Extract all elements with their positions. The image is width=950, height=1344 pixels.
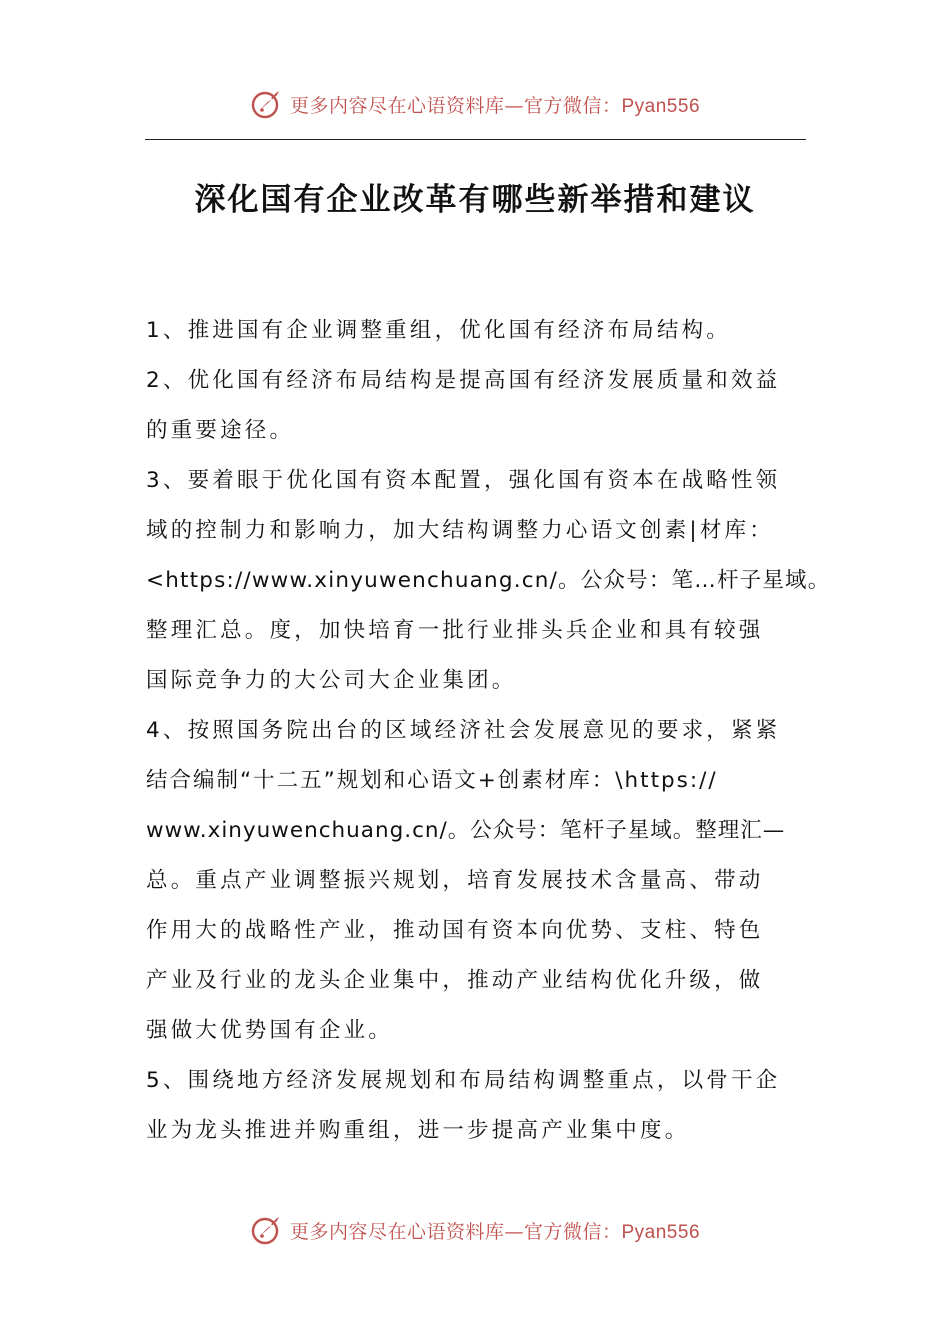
text-line: 总。重点产业调整振兴规划，培育发展技术含量高、带动 [146, 868, 764, 893]
text-line: 强做大优势国有企业。 [146, 1018, 394, 1043]
text-line: www.xinyuwenchuang.cn/。公众号：笔杆子星域。整理汇— [146, 818, 786, 843]
footer-banner-label: 更多内容尽在心语资料库—官方微信： [289, 1220, 622, 1243]
text-line: 的重要途径。 [146, 418, 295, 443]
quill-pen-circle-icon [250, 87, 284, 121]
text-line: <https://www.xinyuwenchuang.cn/。公众号：笔…杆子星域。 [146, 568, 831, 593]
wechat-id: Pyan556 [621, 95, 701, 117]
text-line: 结合编制“十二五”规划和心语文+创素材库：\https:// [146, 768, 718, 793]
text-line: 5、围绕地方经济发展规划和布局结构调整重点，以骨干企 [146, 1068, 781, 1093]
document-body [146, 306, 831, 1156]
text-line: 整理汇总。度，加快培育一批行业排头兵企业和具有较强 [146, 618, 764, 643]
text-line: 域的控制力和影响力，加大结构调整力心语文创素|材库： [146, 518, 774, 543]
page-title: 深化国有企业改革有哪些新举措和建议 [194, 182, 756, 218]
footer-banner [0, 1210, 950, 1250]
quill-pen-circle-icon [250, 1213, 284, 1247]
text-line: 2、优化国有经济布局结构是提高国有经济发展质量和效益 [146, 368, 781, 393]
banner-text [290, 91, 700, 118]
text-line: 业为龙头推进并购重组，进一步提高产业集中度。 [146, 1118, 690, 1143]
text-line: 3、要着眼于优化国有资本配置，强化国有资本在战略性领 [146, 468, 781, 493]
footer-wechat-id: Pyan556 [621, 1221, 701, 1243]
footer-banner-text [290, 1217, 700, 1244]
text-line: 国际竞争力的大公司大企业集团。 [146, 668, 517, 693]
text-line: 作用大的战略性产业，推动国有资本向优势、支柱、特色 [146, 918, 764, 943]
text-line: 1、推进国有企业调整重组，优化国有经济布局结构。 [146, 318, 731, 343]
text-line: 产业及行业的龙头企业集中，推动产业结构优化升级，做 [146, 968, 764, 993]
header-divider [145, 139, 806, 140]
banner-label: 更多内容尽在心语资料库—官方微信： [289, 94, 622, 117]
header-banner [0, 84, 950, 124]
text-line: 4、按照国务院出台的区域经济社会发展意见的要求，紧紧 [146, 718, 781, 743]
